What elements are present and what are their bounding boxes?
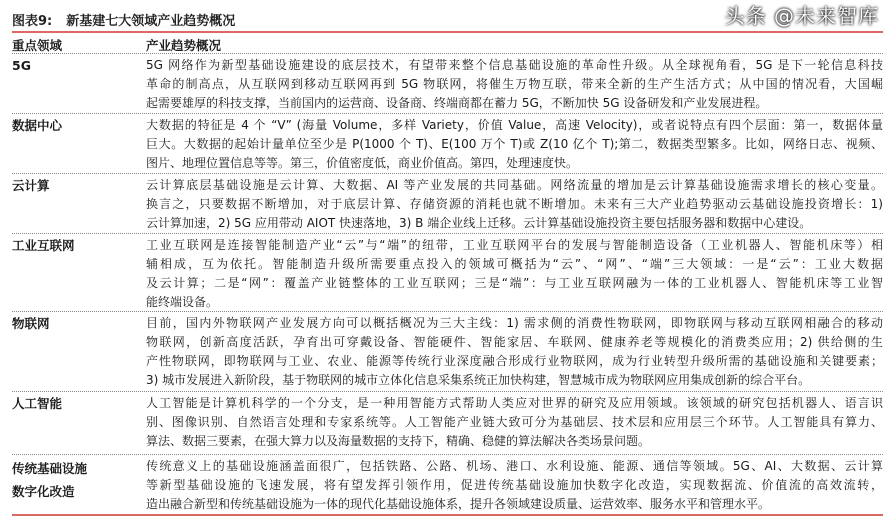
divider [12, 53, 883, 54]
description-line: 云计算底层基础设施是云计算、大数据、AI 等产业发展的共同基础。网络流量的增加是云计算基础设施需求增长的核心变量。 [146, 178, 883, 192]
field-label: 数字化改造 [12, 484, 75, 499]
header-field: 重点领域 [12, 38, 63, 53]
field-label: 数据中心 [12, 118, 63, 133]
description-line: 及云计算；二是“网”：覆盖产业链整体的工业互联网；三是“端”：与工业互联网融为一体的工业机器人、智能机床等工业智 [146, 276, 883, 290]
row-description [146, 457, 883, 514]
field-label: 5G [12, 58, 31, 73]
description-line: 巨大。大数据的起始计量单位至少是 P(1000 个 T)、E(100 万个 T)或 Z(10 亿个 T);第二，数据类型繁多。比如，网络日志、视频、 [146, 137, 883, 151]
top-rule [12, 31, 883, 33]
description-line: 云计算加速，2) 5G 应用带动 AIOT 快速落地，3) B 端企业线上迁移。云计算基础设施投资主要包括服务器和数据中心建设。 [146, 216, 812, 230]
field-label: 云计算 [12, 178, 50, 193]
field-label: 物联网 [12, 316, 50, 331]
description-line: 大数据的特征是 4 个 “V” (海量 Volume，多样 Variety，价值 Value，高速 Velocity)，或者说特点有四个层面：第一，数据体量 [146, 118, 883, 132]
description-line: 工业互联网是连接智能制造产业“云”与“端”的纽带，工业互联网平台的发展与智能制造设备（工业机器人、智能机床等）相 [146, 238, 883, 252]
row-description [146, 176, 883, 233]
divider [12, 454, 883, 455]
description-line: 辅相成，互为依托。智能制造升级所需要重点投入的领域可概括为“云”、“网”、“端”三大领域：一是“云”：工业大数据 [146, 257, 883, 271]
divider [12, 113, 883, 114]
description-line: 产性物联网，即物联网与工业、农业、能源等传统行业深度融合形成行业物联网，成为行业转型升级所需的基础设施和关键要素； [146, 354, 883, 368]
divider [12, 173, 883, 174]
description-line: 3) 城市发展进入新阶段，基于物联网的城市立体化信息采集系统正加快构建，智慧城市成为物联网应用集成创新的综合平台。 [146, 373, 811, 387]
watermark: 头条 @未来智库 [724, 4, 879, 28]
row-field [12, 314, 50, 333]
row-description [146, 236, 883, 312]
row-description [146, 314, 883, 390]
row-field [12, 176, 50, 195]
description-line: 算法、数据三要素，在强大算力以及海量数据的支持下，精确、稳健的算法解决各类场景问题。 [146, 434, 651, 448]
description-line: 能终端设备。 [146, 295, 219, 309]
divider [12, 311, 883, 312]
description-line: 目前，国内外物联网产业发展方向可以概括概况为三大主线：1) 需求侧的消费性物联网，即物联网与移动互联网相融合的移动 [146, 316, 883, 330]
figure-label: 图表9: [12, 14, 53, 29]
row-field [12, 457, 87, 503]
description-line: 造出融合新型和传统基础设施为一体的现代化基础设施体系，提升各领域建设质量、运营效率、服务水平和管理水平。 [146, 497, 771, 511]
description-line: 5G 网络作为新型基础设施建设的底层技术，有望带来整个信息基础设施的革命性升级。从全球视角看，5G 是下一轮信息科技 [146, 58, 883, 72]
row-field [12, 56, 31, 75]
row-description [146, 56, 883, 113]
divider [12, 233, 883, 234]
figure-title [12, 10, 235, 29]
description-line: 等新型基础设施的飞速发展，将有望发挥引领作用，促进传统基础设施加快数字化改造，实现数据流、价值流的高效流转， [146, 478, 883, 492]
description-line: 传统意义上的基础设施涵盖面很广，包括铁路、公路、机场、港口、水利设施、能源、通信等领域。5G、AI、大数据、云计算 [146, 459, 883, 473]
description-line: 革命的制高点，从互联网到移动互联网再到 5G 物联网，将催生万物互联，带来全新的生产生活方式；从中国的情况看，大国崛 [146, 77, 883, 91]
description-line: 别、图像识别、自然语言处理和专家系统等。人工智能产业链大致可分为基础层、技术层和应用层三个环节。人工智能具有算力、 [146, 415, 883, 429]
row-field [12, 394, 62, 413]
description-line: 起需要雄厚的科技支撑，当前国内的运营商、设备商、终端商都在蓄力 5G，不断加快 5G 设备研发和产业发展进程。 [146, 96, 768, 110]
description-line: 人工智能是计算机科学的一个分支，是一种用智能方式帮助人类应对世界的研究及应用领域。该领域的研究包括机器人、语言识 [146, 396, 883, 410]
figure-title-text: 新基建七大领域产业趋势概况 [66, 14, 236, 29]
row-description [146, 116, 883, 173]
field-label: 人工智能 [12, 396, 63, 411]
description-line: 换言之，只要数据不断增加，对于底层计算、存储资源的消耗也就不断增加。未来有三大产业趋势驱动云基础设施投资增长：1) [146, 197, 883, 211]
description-line: 图片、地理位置信息等等。第三，价值密度低，商业价值高。第四，处理速度快。 [146, 156, 579, 170]
divider [12, 391, 883, 392]
field-label: 工业互联网 [12, 238, 75, 253]
description-line: 物联网，创新高度活跃，孕育出可穿戴设备、智能硬件、智能家居、车联网、健康养老等规模化的消费类应用；2) 供给侧的生 [146, 335, 883, 349]
row-description [146, 394, 883, 451]
row-field [12, 236, 75, 255]
field-label: 传统基础设施 [12, 461, 88, 476]
bottom-rule [12, 514, 883, 516]
header-overview: 产业趋势概况 [146, 38, 222, 53]
row-field [12, 116, 62, 135]
